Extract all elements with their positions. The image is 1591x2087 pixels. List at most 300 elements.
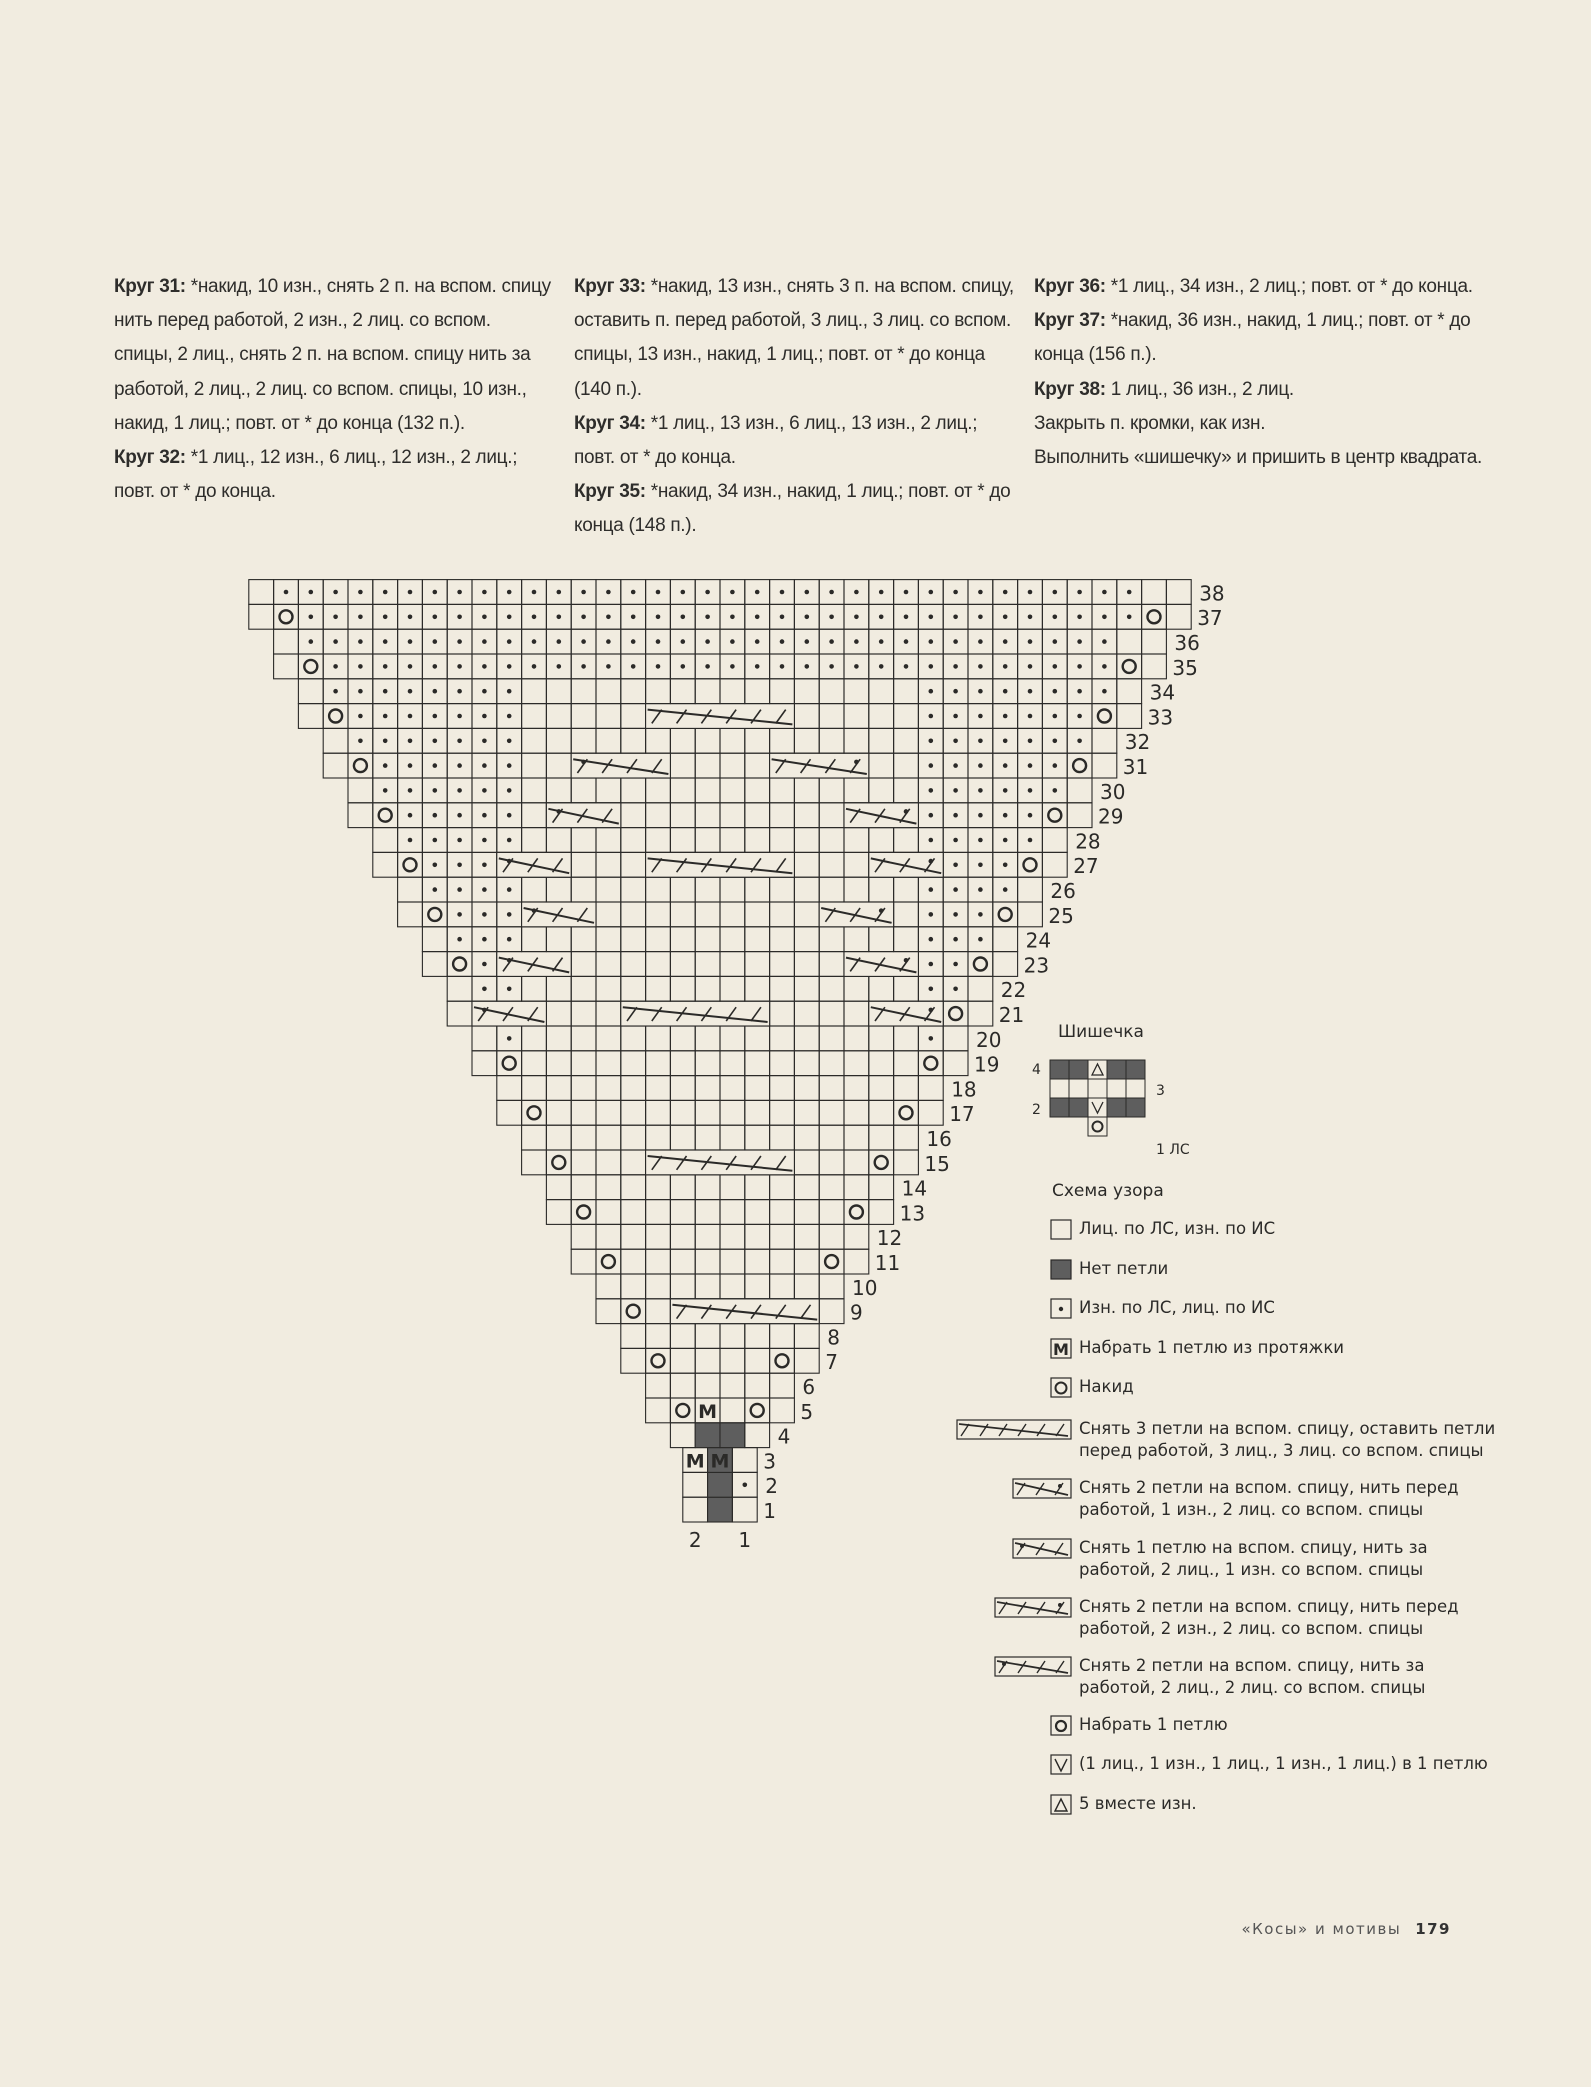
chart-cell — [745, 679, 770, 704]
purl-dot — [705, 590, 710, 595]
chart-row — [646, 1373, 795, 1398]
chart-cell — [670, 1076, 695, 1101]
purl-dot — [1053, 590, 1058, 595]
chart-cell — [571, 778, 596, 803]
purl-dot — [1077, 714, 1082, 719]
chart-row — [621, 1324, 819, 1349]
purl-dot — [929, 763, 934, 768]
cast-on-icon — [1093, 1122, 1103, 1132]
purl-dot — [309, 590, 314, 595]
chart-cell — [422, 902, 447, 927]
cable-symbol — [571, 753, 670, 778]
chart-cell — [745, 803, 770, 828]
purl-dot — [978, 912, 983, 917]
purl-dot — [780, 664, 785, 669]
chart-cell — [770, 1125, 795, 1150]
cable-symbol — [869, 1001, 943, 1026]
chart-cell — [670, 679, 695, 704]
chart-cell — [621, 1051, 646, 1076]
chart-cell — [869, 1150, 894, 1175]
chart-cell — [794, 803, 819, 828]
cable-symbol — [621, 1001, 770, 1026]
chart-cell — [794, 1051, 819, 1076]
chart-cell — [646, 728, 671, 753]
row-number: 15 — [924, 1151, 950, 1176]
purl-dot — [1053, 664, 1058, 669]
bobble-cell — [1126, 1079, 1145, 1098]
chart-row — [621, 1348, 819, 1373]
chart-cell — [844, 828, 869, 853]
chart-cell — [770, 1224, 795, 1249]
chart-cell — [621, 1200, 646, 1225]
purl-dot — [1077, 689, 1082, 694]
chart-row — [249, 580, 1191, 605]
chart-cell — [1067, 778, 1092, 803]
chart-cell — [894, 828, 919, 853]
cable-symbol — [670, 1299, 819, 1324]
purl-dot — [408, 714, 413, 719]
yarn-over-symbol — [602, 1255, 615, 1268]
cable-symbol — [844, 952, 918, 977]
chart-cell — [770, 1051, 795, 1076]
round-label: Круг 31: — [114, 276, 186, 297]
chart-cell — [1117, 679, 1142, 704]
chart-cell — [646, 1274, 671, 1299]
purl-dot — [879, 590, 884, 595]
chart-cell — [894, 902, 919, 927]
chart-cell — [720, 1051, 745, 1076]
chart-cell — [869, 704, 894, 729]
chart-cell — [323, 753, 348, 778]
bobble-row-label: 4 — [1032, 1062, 1041, 1078]
row-number: 17 — [949, 1102, 975, 1127]
purl-dot — [557, 615, 562, 620]
legend-item: Снять 2 петли на вспом. спицу, нить перед работой, 1 изн., 2 лиц. со вспом. спицы — [1079, 1478, 1459, 1519]
chart-cell — [745, 1348, 770, 1373]
chart-cell — [646, 952, 671, 977]
purl-dot — [755, 590, 760, 595]
row-number: 23 — [1023, 953, 1050, 978]
purl-dot — [581, 615, 586, 620]
purl-dot — [705, 639, 710, 644]
yarn-over-symbol — [1123, 660, 1136, 673]
row-number: 38 — [1199, 581, 1225, 606]
chart-row — [398, 877, 1043, 902]
chart-cell — [794, 1224, 819, 1249]
yarn-over-symbol — [900, 1106, 913, 1119]
purl-dot — [358, 739, 363, 744]
chart-cell — [1166, 604, 1191, 629]
chart-cell — [894, 679, 919, 704]
chart-cell — [571, 728, 596, 753]
purl-dot — [829, 664, 834, 669]
chart-cell — [844, 1249, 869, 1274]
instruction-text: Закрыть п. кромки, как изн. — [1034, 412, 1266, 434]
chart-cell — [670, 1398, 695, 1423]
chart-cell — [571, 828, 596, 853]
chart-cell — [1117, 704, 1142, 729]
purl-dot — [805, 664, 810, 669]
purl-dot — [482, 590, 487, 595]
chart-cell — [398, 877, 423, 902]
chart-cell — [745, 877, 770, 902]
chart-cell — [596, 1001, 621, 1026]
column-number: 1 — [738, 1528, 752, 1552]
chart-cell — [844, 1125, 869, 1150]
purl-dot — [433, 763, 438, 768]
chart-cell — [695, 976, 720, 1001]
cable-4-back-purl-icon — [994, 1656, 1072, 1678]
purl-dot — [904, 590, 909, 595]
chart-cell — [1042, 803, 1067, 828]
chart-row — [683, 1448, 757, 1473]
purl-dot — [507, 838, 512, 843]
chart-cell — [869, 753, 894, 778]
purl-dot — [953, 590, 958, 595]
purl-dot — [482, 788, 487, 793]
purl-dot — [433, 689, 438, 694]
purl-dot — [1053, 739, 1058, 744]
chart-cell — [794, 728, 819, 753]
make-one-symbol: M — [685, 1450, 705, 1473]
chart-cell — [794, 778, 819, 803]
chart-cell — [670, 1224, 695, 1249]
purl-dot — [978, 590, 983, 595]
purl-dot — [433, 863, 438, 868]
chart-cell — [670, 1348, 695, 1373]
purl-dot — [383, 590, 388, 595]
purl-dot — [557, 590, 562, 595]
chart-cell — [695, 1373, 720, 1398]
instruction-text: *1 лиц., 13 изн., 6 лиц., 13 изн., 2 лиц.; повт. от * до конца. — [574, 412, 978, 469]
chart-cell — [621, 1348, 646, 1373]
chart-cell — [646, 1348, 671, 1373]
chart-cell — [695, 1348, 720, 1373]
purl-dot — [978, 788, 983, 793]
chart-cell — [794, 1175, 819, 1200]
purl-dot — [457, 813, 462, 818]
chart-cell — [1092, 728, 1117, 753]
purl-dot — [457, 639, 462, 644]
chart-cell — [794, 1150, 819, 1175]
purl-dot — [953, 664, 958, 669]
chart-cell — [497, 1100, 522, 1125]
column-number: 2 — [688, 1528, 702, 1552]
chart-cell — [1166, 580, 1191, 605]
purl-dot — [457, 689, 462, 694]
purl-dot — [606, 590, 611, 595]
purl-dot — [1028, 590, 1033, 595]
chart-cell — [472, 1051, 497, 1076]
chart-cell — [745, 1224, 770, 1249]
chart-cell — [546, 778, 571, 803]
chart-cell — [422, 927, 447, 952]
bobble-chart — [1020, 1050, 1190, 1170]
purl-dot — [978, 639, 983, 644]
purl-dot — [482, 1008, 487, 1013]
chart-cell — [571, 877, 596, 902]
chart-cell — [546, 1076, 571, 1101]
row-number: 10 — [852, 1275, 878, 1300]
purl-dot — [953, 813, 958, 818]
purl-dot — [507, 937, 512, 942]
chart-cell — [894, 927, 919, 952]
chart-cell — [819, 778, 844, 803]
chart-cell — [571, 1125, 596, 1150]
purl-dot — [1077, 615, 1082, 620]
chart-cell — [943, 1001, 968, 1026]
chart-cell — [894, 976, 919, 1001]
purl-dot — [408, 664, 413, 669]
purl-dot — [507, 859, 512, 864]
chart-cell — [398, 902, 423, 927]
legend-item: Изн. по ЛС, лиц. по ИС — [1079, 1298, 1275, 1317]
chart-cell — [869, 828, 894, 853]
legend-item: 5 вместе изн. — [1079, 1794, 1197, 1813]
chart-cell — [522, 1100, 547, 1125]
chart-cell — [274, 654, 299, 679]
chart-cell — [794, 704, 819, 729]
chart-cell — [819, 1100, 844, 1125]
purl-dot — [780, 639, 785, 644]
chart-cell — [621, 679, 646, 704]
chart-cell — [745, 1200, 770, 1225]
purl-dot — [1127, 590, 1132, 595]
legend-item: Снять 2 петли на вспом. спицу, нить перед работой, 2 изн., 2 лиц. со вспом. спицы — [1079, 1597, 1459, 1638]
purl-dot — [1102, 590, 1107, 595]
purl-dot — [755, 639, 760, 644]
chart-cell — [323, 704, 348, 729]
yarn-over-symbol — [1024, 858, 1037, 871]
purl-dot — [507, 813, 512, 818]
row-number: 32 — [1124, 730, 1151, 755]
purl-dot — [1028, 689, 1033, 694]
chart-cell — [794, 1026, 819, 1051]
chart-cell — [621, 1249, 646, 1274]
chart-cell — [621, 828, 646, 853]
chart-cell — [646, 976, 671, 1001]
purl-dot — [433, 887, 438, 892]
chart-cell — [447, 976, 472, 1001]
chart-cell — [695, 778, 720, 803]
chart-cell — [596, 704, 621, 729]
purl-dot — [1077, 739, 1082, 744]
chart-cell — [745, 1125, 770, 1150]
chart-cell — [596, 828, 621, 853]
purl-dot — [978, 664, 983, 669]
purl-dot — [457, 714, 462, 719]
purl-dot — [408, 838, 413, 843]
purl-dot — [457, 912, 462, 917]
chart-cell — [770, 1026, 795, 1051]
purl-dot — [953, 838, 958, 843]
chart-cell — [770, 728, 795, 753]
purl-dot — [730, 664, 735, 669]
row-number: 28 — [1075, 829, 1101, 854]
purl-dot — [1053, 763, 1058, 768]
cast-on-icon — [1050, 1715, 1072, 1737]
purl-dot — [482, 912, 487, 917]
purl-dot — [482, 639, 487, 644]
chart-row — [348, 778, 1092, 803]
chart-cell — [1142, 629, 1167, 654]
chart-cell — [894, 877, 919, 902]
row-number: 21 — [998, 1003, 1025, 1027]
chart-cell — [298, 679, 323, 704]
round-label: Круг 32: — [114, 447, 186, 469]
purl-dot — [581, 590, 586, 595]
chart-cell — [298, 704, 323, 729]
chart-cell — [596, 1175, 621, 1200]
purl-dot — [1003, 788, 1008, 793]
purl-dot — [1102, 664, 1107, 669]
chart-cell — [720, 1348, 745, 1373]
purl-dot — [730, 639, 735, 644]
chart-cell — [447, 1001, 472, 1026]
chart-cell — [621, 1299, 646, 1324]
chart-cell — [571, 1224, 596, 1249]
row-number: 18 — [951, 1077, 977, 1102]
chart-cell — [472, 1026, 497, 1051]
purl-dot — [1003, 590, 1008, 595]
yarn-over-symbol — [825, 1255, 838, 1268]
yarn-over-symbol — [577, 1206, 590, 1219]
section-title: «Косы» и мотивы — [1241, 1920, 1402, 1938]
purl-dot — [433, 739, 438, 744]
yarn-over-symbol — [1098, 710, 1111, 723]
chart-cell — [646, 1026, 671, 1051]
chart-cell — [646, 1299, 671, 1324]
purl-dot — [433, 590, 438, 595]
purl-dot — [1053, 615, 1058, 620]
purl-dot — [1028, 838, 1033, 843]
chart-cell — [274, 629, 299, 654]
instruction-text: 1 лиц., 36 изн., 2 лиц. — [1105, 378, 1294, 400]
purl-dot — [333, 615, 338, 620]
legend-item: Снять 1 петлю на вспом. спицу, нить за работой, 2 лиц., 1 изн. со вспом. спицы — [1079, 1538, 1428, 1579]
chart-cell — [621, 976, 646, 1001]
chart-cell — [596, 927, 621, 952]
cable-symbol — [646, 704, 795, 729]
chart-cell — [546, 1175, 571, 1200]
chart-cell — [621, 1274, 646, 1299]
chart-cell — [546, 976, 571, 1001]
chart-cell — [869, 778, 894, 803]
purl-dot — [805, 615, 810, 620]
chart-cell — [720, 1125, 745, 1150]
chart-cell — [720, 1398, 745, 1423]
chart-cell — [819, 976, 844, 1001]
row-number: 12 — [876, 1226, 903, 1251]
chart-cell — [720, 952, 745, 977]
purl-dot — [681, 615, 686, 620]
chart-cell — [646, 1373, 671, 1398]
chart-cell — [869, 679, 894, 704]
purl-dot — [482, 689, 487, 694]
purl-dot — [929, 739, 934, 744]
purl-dot — [309, 639, 314, 644]
purl-dot — [507, 987, 512, 992]
decrease-5-icon — [1092, 1064, 1103, 1075]
chart-cell — [670, 1249, 695, 1274]
row-number: 2 — [765, 1474, 778, 1499]
chart-cell — [844, 1076, 869, 1101]
chart-cell — [571, 704, 596, 729]
chart-row — [373, 828, 1067, 853]
chart-cell — [819, 1175, 844, 1200]
chart-cell — [745, 778, 770, 803]
chart-cell — [770, 1175, 795, 1200]
purl-dot — [929, 714, 934, 719]
purl-dot — [978, 739, 983, 744]
chart-cell — [869, 1051, 894, 1076]
chart-cell — [621, 1026, 646, 1051]
chart-cell — [894, 1100, 919, 1125]
chart-cell — [646, 679, 671, 704]
purl-dot — [978, 937, 983, 942]
chart-cell — [695, 877, 720, 902]
purl-dot — [507, 639, 512, 644]
chart-cell — [794, 902, 819, 927]
purl-dot — [507, 615, 512, 620]
legend-item: Нет петли — [1079, 1259, 1169, 1278]
chart-cell — [720, 1274, 745, 1299]
chart-cell — [596, 976, 621, 1001]
chart-cell — [695, 803, 720, 828]
chart-cell — [894, 1051, 919, 1076]
chart-cell — [918, 1076, 943, 1101]
chart-cell — [770, 927, 795, 952]
chart-row — [522, 1125, 919, 1150]
chart-cell — [596, 902, 621, 927]
chart-cell — [695, 753, 720, 778]
chart-cell — [844, 1150, 869, 1175]
chart-cell — [720, 1249, 745, 1274]
purl-dot — [929, 615, 934, 620]
purl-dot — [1003, 863, 1008, 868]
chart-cell — [844, 1200, 869, 1225]
round-label: Круг 36: — [1034, 276, 1106, 297]
purl-dot — [1127, 615, 1132, 620]
chart-cell — [670, 778, 695, 803]
chart-cell — [720, 1175, 745, 1200]
chart-cell — [596, 877, 621, 902]
chart-cell — [819, 1274, 844, 1299]
row-number: 36 — [1174, 631, 1200, 655]
purl-dot — [457, 937, 462, 942]
purl-dot — [1053, 788, 1058, 793]
chart-cell — [546, 828, 571, 853]
chart-cell — [819, 852, 844, 877]
purl-dot — [854, 590, 859, 595]
cable-symbol — [646, 852, 795, 877]
chart-cell — [646, 828, 671, 853]
purl-dot — [383, 689, 388, 694]
chart-cell — [621, 1224, 646, 1249]
purl-dot — [1003, 763, 1008, 768]
purl-dot — [309, 615, 314, 620]
instruction-text: *1 лиц., 12 изн., 6 лиц., 12 изн., 2 лиц.; повт. от * до конца. — [114, 447, 518, 503]
chart-cell — [1142, 654, 1167, 679]
purl-dot — [408, 739, 413, 744]
purl-dot — [333, 664, 338, 669]
row-number: 1 — [763, 1499, 776, 1523]
chart-cell — [819, 728, 844, 753]
legend-item: (1 лиц., 1 изн., 1 лиц., 1 изн., 1 лиц.) в 1 петлю — [1079, 1754, 1488, 1773]
chart-cell — [819, 1224, 844, 1249]
chart-cell — [670, 828, 695, 853]
chart-cell — [1142, 604, 1167, 629]
